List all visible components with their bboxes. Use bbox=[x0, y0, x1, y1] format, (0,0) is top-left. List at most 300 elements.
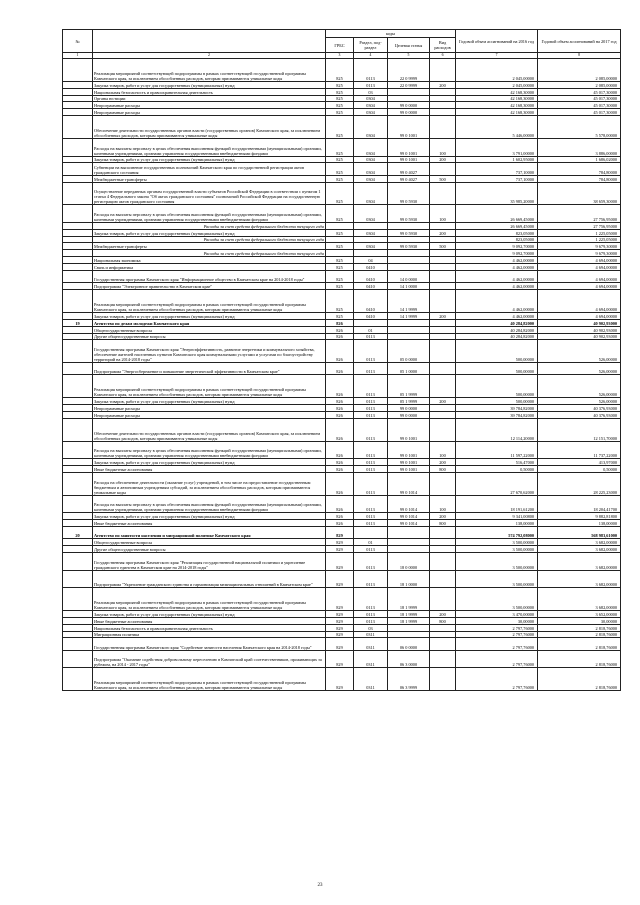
row-number bbox=[63, 222, 93, 229]
row-name: Государственная программа Камчатского края "Энергоэффективность, развитие энергетики и коммунального хозяйства, обеспечение жителей населенных пунктов Камчатского края коммунальными услугами и услугами по благоустройству территорий на 2014-2018 годы" bbox=[93, 340, 326, 363]
row-exptype: 800 bbox=[430, 617, 456, 624]
table-row bbox=[63, 182, 621, 205]
row-name: Национальная безопасность и правоохранительная деятельность bbox=[93, 624, 326, 631]
row-value-2017: 18 204,41700 bbox=[538, 495, 621, 513]
row-value-2017: 5 578,00000 bbox=[538, 116, 621, 139]
row-value-2016: 12 114,20000 bbox=[456, 418, 538, 441]
row-name: Подпрограмма "Укрепление гражданского единства и гармонизация межнациональных отношений в Камчатском крае" bbox=[93, 570, 326, 588]
row-name: Закупка товаров, работ и услуг для государственных (муниципальных) нужд bbox=[93, 312, 326, 319]
row-value-2016: 2 797,76000 bbox=[456, 631, 538, 638]
row-name: Закупка товаров, работ и услуг для государственных (муниципальных) нужд bbox=[93, 459, 326, 466]
row-section: 0113 bbox=[354, 418, 388, 441]
row-name: Закупка товаров, работ и услуг для государственных (муниципальных) нужд bbox=[93, 513, 326, 520]
row-target bbox=[388, 539, 430, 546]
row-exptype bbox=[430, 418, 456, 441]
row-value-2017: 2 085,00000 bbox=[538, 81, 621, 88]
row-grbs: 825 bbox=[326, 88, 354, 95]
table-row bbox=[63, 236, 621, 243]
colnum: 5 bbox=[388, 53, 430, 59]
row-value-2016: 737,10000 bbox=[456, 175, 538, 182]
row-exptype bbox=[430, 95, 456, 102]
row-value-2017: 27 756,95000 bbox=[538, 222, 621, 229]
table-body bbox=[63, 59, 621, 691]
row-name: Другие общегосударственные вопросы bbox=[93, 333, 326, 340]
table-row bbox=[63, 527, 621, 539]
header-2017: Годовой объем ассигнований на 2017 год bbox=[538, 30, 621, 53]
row-target: 99 0 1014 bbox=[388, 520, 430, 527]
budget-table-sheet bbox=[62, 29, 620, 691]
row-section: 0113 bbox=[354, 520, 388, 527]
row-target: 99 0 1014 bbox=[388, 513, 430, 520]
row-value-2016: 40 284,82000 bbox=[456, 319, 538, 326]
table-row bbox=[63, 412, 621, 419]
row-value-2016: 823,05000 bbox=[456, 236, 538, 243]
row-section: 0113 bbox=[354, 441, 388, 459]
row-exptype bbox=[430, 333, 456, 340]
row-exptype: 100 bbox=[430, 205, 456, 223]
table-row bbox=[63, 102, 621, 109]
row-name: Общегосударственные вопросы bbox=[93, 326, 326, 333]
row-number bbox=[63, 81, 93, 88]
row-number bbox=[63, 236, 93, 243]
row-number bbox=[63, 139, 93, 157]
row-value-2017: 9 679,30000 bbox=[538, 243, 621, 250]
row-grbs: 829 bbox=[326, 539, 354, 546]
table-row bbox=[63, 250, 621, 257]
row-value-2017: 4 694,00000 bbox=[538, 271, 621, 283]
row-value-2016: 500,00000 bbox=[456, 340, 538, 363]
row-target: 99 0 5930 bbox=[388, 229, 430, 236]
row-exptype bbox=[430, 59, 456, 82]
row-name: Связь и информатика bbox=[93, 264, 326, 271]
table-row bbox=[63, 405, 621, 412]
row-number bbox=[63, 102, 93, 109]
row-value-2017: 4 694,00000 bbox=[538, 290, 621, 313]
row-number bbox=[63, 405, 93, 412]
row-target: 22 0 9999 bbox=[388, 59, 430, 82]
row-target: 99 0 5930 bbox=[388, 182, 430, 205]
row-exptype: 500 bbox=[430, 175, 456, 182]
row-name: Национальная безопасность и правоохранительная деятельность bbox=[93, 88, 326, 95]
row-value-2017: 27 756,95000 bbox=[538, 205, 621, 223]
row-section bbox=[354, 319, 388, 326]
table-row bbox=[63, 539, 621, 546]
table-row bbox=[63, 398, 621, 405]
table-row bbox=[63, 139, 621, 157]
row-grbs: 825 bbox=[326, 116, 354, 139]
row-grbs: 825 bbox=[326, 312, 354, 319]
row-target: 06 3 9999 bbox=[388, 668, 430, 691]
row-name: Другие общегосударственные вопросы bbox=[93, 546, 326, 553]
table-row bbox=[63, 312, 621, 319]
row-section: 0113 bbox=[354, 513, 388, 520]
row-exptype bbox=[430, 631, 456, 638]
row-number bbox=[63, 441, 93, 459]
header-section: Раздел, под-раздел bbox=[354, 38, 388, 53]
row-name: Подпрограмма "Энергосбережение и повышение энергетической эффективности в Камчатском крае" bbox=[93, 363, 326, 375]
row-exptype bbox=[430, 290, 456, 313]
row-grbs: 826 bbox=[326, 466, 354, 473]
row-exptype bbox=[430, 271, 456, 283]
row-grbs: 826 bbox=[326, 412, 354, 419]
row-value-2017: 1 686,02000 bbox=[538, 156, 621, 163]
row-grbs: 829 bbox=[326, 570, 354, 588]
row-value-2017: 784,80000 bbox=[538, 163, 621, 175]
row-section: 0113 bbox=[354, 588, 388, 611]
budget-table bbox=[62, 29, 621, 691]
row-section: 0113 bbox=[354, 59, 388, 82]
row-grbs bbox=[326, 250, 354, 257]
row-section: 0113 bbox=[354, 546, 388, 553]
table-row bbox=[63, 473, 621, 496]
table-row bbox=[63, 631, 621, 638]
row-exptype bbox=[430, 546, 456, 553]
row-target bbox=[388, 88, 430, 95]
row-target: 99 0 1014 bbox=[388, 473, 430, 496]
table-row bbox=[63, 520, 621, 527]
row-number bbox=[63, 539, 93, 546]
row-value-2017: 40 902,93000 bbox=[538, 326, 621, 333]
row-exptype bbox=[430, 375, 456, 398]
row-value-2016: 9 092,70000 bbox=[456, 250, 538, 257]
row-grbs: 829 bbox=[326, 638, 354, 650]
header-2016: Годовой объем ассигнований на 2016 год bbox=[456, 30, 538, 53]
row-grbs: 825 bbox=[326, 163, 354, 175]
row-value-2017: 45 017,30000 bbox=[538, 88, 621, 95]
row-value-2016: 42 168,30000 bbox=[456, 88, 538, 95]
row-grbs: 826 bbox=[326, 459, 354, 466]
row-value-2017: 4 694,00000 bbox=[538, 264, 621, 271]
row-value-2016: 3 500,00000 bbox=[456, 570, 538, 588]
row-number bbox=[63, 638, 93, 650]
row-name: Межбюджетные трансферты bbox=[93, 175, 326, 182]
row-exptype: 200 bbox=[430, 229, 456, 236]
row-exptype bbox=[430, 102, 456, 109]
row-value-2017: 2 818,76000 bbox=[538, 624, 621, 631]
row-name: Расходы на выплаты персоналу в целях обеспечения выполнения функций государственными (муниципальными) органами, казенными учреждениями, органами управления государственными внебюджетными фондами bbox=[93, 495, 326, 513]
table-row bbox=[63, 513, 621, 520]
row-value-2016: 3 500,00000 bbox=[456, 588, 538, 611]
row-number bbox=[63, 466, 93, 473]
row-grbs: 829 bbox=[326, 553, 354, 571]
row-number bbox=[63, 243, 93, 250]
row-value-2016: 5 446,00000 bbox=[456, 116, 538, 139]
row-section: 0113 bbox=[354, 610, 388, 617]
row-target: 99 0 0000 bbox=[388, 109, 430, 116]
row-section: 03 bbox=[354, 88, 388, 95]
row-name: Расходы за счет средств федерального бюджета текущего года bbox=[93, 250, 326, 257]
colnum: 4 bbox=[354, 53, 388, 59]
row-section: 0113 bbox=[354, 459, 388, 466]
row-value-2017: 3 682,00000 bbox=[538, 539, 621, 546]
table-row bbox=[63, 340, 621, 363]
row-value-2017: 526,00000 bbox=[538, 375, 621, 398]
row-section: 0304 bbox=[354, 205, 388, 223]
row-number bbox=[63, 250, 93, 257]
row-grbs bbox=[326, 236, 354, 243]
row-name: Обеспечение деятельности государственных органов власти (государственных органов) Камчатского края, за исключением обособленных расходов, которым присваиваются уникальные коды bbox=[93, 116, 326, 139]
row-exptype: 100 bbox=[430, 441, 456, 459]
row-name: Обеспечение деятельности государственных органов власти (государственных органов) Камчатского края, за исключением обособленных расходов, которым присваиваются уникальные коды bbox=[93, 418, 326, 441]
table-row bbox=[63, 81, 621, 88]
row-value-2017: 3 682,00000 bbox=[538, 546, 621, 553]
table-row bbox=[63, 229, 621, 236]
row-grbs: 825 bbox=[326, 156, 354, 163]
row-section bbox=[354, 250, 388, 257]
row-value-2016: 30,00000 bbox=[456, 617, 538, 624]
row-target: 14 0 0000 bbox=[388, 271, 430, 283]
row-value-2016: 500,00000 bbox=[456, 398, 538, 405]
table-row bbox=[63, 668, 621, 691]
table-row bbox=[63, 290, 621, 313]
row-number bbox=[63, 283, 93, 290]
row-value-2016: 35 985,20000 bbox=[456, 182, 538, 205]
table-row bbox=[63, 243, 621, 250]
row-section: 0113 bbox=[354, 333, 388, 340]
row-section: 0304 bbox=[354, 102, 388, 109]
row-exptype bbox=[430, 182, 456, 205]
row-value-2017: 526,00000 bbox=[538, 398, 621, 405]
row-grbs: 829 bbox=[326, 617, 354, 624]
table-row bbox=[63, 271, 621, 283]
table-row bbox=[63, 617, 621, 624]
row-name: Закупка товаров, работ и услуг для государственных (муниципальных) нужд bbox=[93, 229, 326, 236]
row-value-2016: 4 462,00000 bbox=[456, 312, 538, 319]
row-section: 0113 bbox=[354, 81, 388, 88]
row-grbs: 825 bbox=[326, 95, 354, 102]
row-grbs: 825 bbox=[326, 59, 354, 82]
colnum: 8 bbox=[538, 53, 621, 59]
row-section: 0304 bbox=[354, 175, 388, 182]
row-number bbox=[63, 546, 93, 553]
row-target: 99 0 1001 bbox=[388, 441, 430, 459]
row-number bbox=[63, 271, 93, 283]
row-target: 99 0 0000 bbox=[388, 405, 430, 412]
row-value-2016: 42 168,30000 bbox=[456, 109, 538, 116]
row-name: Реализация мероприятий соответствующей подпрограммы в рамках соответствующей государственной программы Камчатского края, за исключением обособленных расходов, которым присваиваются уникальные коды bbox=[93, 668, 326, 691]
table-row bbox=[63, 257, 621, 264]
row-value-2017: 40 376,93000 bbox=[538, 405, 621, 412]
row-value-2017: 9 679,30000 bbox=[538, 250, 621, 257]
colnum: 3 bbox=[326, 53, 354, 59]
row-grbs: 826 bbox=[326, 520, 354, 527]
row-exptype bbox=[430, 588, 456, 611]
row-section: 0311 bbox=[354, 650, 388, 668]
row-name: Расходы на обеспечение деятельности (оказание услуг) учреждений, в том числе на предоставление государственным бюджетным и автономным учреждениям субсидий, за исключением обособленных расходов, которым присваиваются уникальные коды bbox=[93, 473, 326, 496]
row-section: 0304 bbox=[354, 156, 388, 163]
table-row bbox=[63, 222, 621, 229]
row-grbs: 825 bbox=[326, 229, 354, 236]
row-value-2016: 3 470,00000 bbox=[456, 610, 538, 617]
row-section: 03 bbox=[354, 624, 388, 631]
row-value-2017: 45 017,30000 bbox=[538, 102, 621, 109]
row-number bbox=[63, 588, 93, 611]
row-grbs: 825 bbox=[326, 283, 354, 290]
row-exptype bbox=[430, 638, 456, 650]
row-value-2017: 4 694,00000 bbox=[538, 283, 621, 290]
row-value-2017: 3 682,00000 bbox=[538, 588, 621, 611]
row-section: 0304 bbox=[354, 243, 388, 250]
row-name: Непрограммные расходы bbox=[93, 405, 326, 412]
row-target bbox=[388, 236, 430, 243]
row-value-2016: 3 500,00000 bbox=[456, 553, 538, 571]
header-grbs: ГРБС bbox=[326, 38, 354, 53]
row-name: Органы юстиции bbox=[93, 95, 326, 102]
row-section: 0304 bbox=[354, 163, 388, 175]
row-name: Агентство по делам молодежи Камчатского края bbox=[93, 319, 326, 326]
table-row bbox=[63, 638, 621, 650]
row-value-2017: 2 818,76000 bbox=[538, 631, 621, 638]
table-row bbox=[63, 156, 621, 163]
row-number bbox=[63, 229, 93, 236]
row-value-2017: 526,00000 bbox=[538, 340, 621, 363]
row-value-2017: 1 225,05000 bbox=[538, 236, 621, 243]
row-name: Непрограммные расходы bbox=[93, 109, 326, 116]
row-name: Непрограммные расходы bbox=[93, 412, 326, 419]
row-grbs: 829 bbox=[326, 631, 354, 638]
row-number bbox=[63, 312, 93, 319]
row-value-2017: 40 902,93000 bbox=[538, 333, 621, 340]
table-row bbox=[63, 333, 621, 340]
row-value-2016: 26 669,45000 bbox=[456, 205, 538, 223]
table-row bbox=[63, 546, 621, 553]
row-exptype bbox=[430, 257, 456, 264]
row-exptype bbox=[430, 283, 456, 290]
header-no: № bbox=[63, 30, 93, 53]
row-name: Государственная программа Камчатского края "Информационное общество в Камчатском крае на 2014-2018 годы" bbox=[93, 271, 326, 283]
row-target: 05 1 9999 bbox=[388, 398, 430, 405]
row-value-2016: 3 500,00000 bbox=[456, 539, 538, 546]
row-exptype bbox=[430, 319, 456, 326]
row-grbs: 829 bbox=[326, 610, 354, 617]
row-value-2017: 2 818,76000 bbox=[538, 668, 621, 691]
row-grbs: 826 bbox=[326, 405, 354, 412]
row-target: 06 3 0000 bbox=[388, 650, 430, 668]
row-target: 99 0 0000 bbox=[388, 102, 430, 109]
table-row bbox=[63, 163, 621, 175]
row-section: 0113 bbox=[354, 340, 388, 363]
row-target bbox=[388, 95, 430, 102]
row-section: 0113 bbox=[354, 466, 388, 473]
table-row bbox=[63, 650, 621, 668]
row-grbs: 826 bbox=[326, 473, 354, 496]
row-grbs: 826 bbox=[326, 363, 354, 375]
row-exptype: 200 bbox=[430, 398, 456, 405]
row-number bbox=[63, 95, 93, 102]
row-number bbox=[63, 495, 93, 513]
table-row bbox=[63, 624, 621, 631]
row-number bbox=[63, 459, 93, 466]
row-name: Реализация мероприятий соответствующей подпрограммы в рамках соответствующей государственной программы Камчатского края, за исключением обособленных расходов, которым присваиваются уникальные коды bbox=[93, 375, 326, 398]
row-grbs: 829 bbox=[326, 588, 354, 611]
row-value-2016: 1 602,95000 bbox=[456, 156, 538, 163]
header-target: Целевая статья bbox=[388, 38, 430, 53]
table-row bbox=[63, 363, 621, 375]
table-row bbox=[63, 175, 621, 182]
row-target: 99 0 5930 bbox=[388, 205, 430, 223]
row-name: Расходы за счет средств федерального бюджета текущего года bbox=[93, 236, 326, 243]
row-value-2016: 823,05000 bbox=[456, 229, 538, 236]
row-value-2017: 3 652,00000 bbox=[538, 610, 621, 617]
row-value-2017: 3 886,00000 bbox=[538, 139, 621, 157]
row-target bbox=[388, 319, 430, 326]
row-value-2017: 2 085,00000 bbox=[538, 59, 621, 82]
row-value-2017: 4 694,00000 bbox=[538, 312, 621, 319]
table-row bbox=[63, 441, 621, 459]
row-value-2016: 27 670,62000 bbox=[456, 473, 538, 496]
row-target: 99 0 1001 bbox=[388, 418, 430, 441]
row-exptype bbox=[430, 527, 456, 539]
row-number bbox=[63, 473, 93, 496]
row-number bbox=[63, 205, 93, 223]
row-value-2017: 30,00000 bbox=[538, 617, 621, 624]
row-target: 99 0 1001 bbox=[388, 459, 430, 466]
row-section: 0410 bbox=[354, 312, 388, 319]
row-section: 0113 bbox=[354, 363, 388, 375]
table-row bbox=[63, 375, 621, 398]
row-value-2016: 4 462,00000 bbox=[456, 257, 538, 264]
row-target: 05 1 0000 bbox=[388, 363, 430, 375]
row-target bbox=[388, 546, 430, 553]
row-value-2016: 0,50000 bbox=[456, 466, 538, 473]
table-row bbox=[63, 610, 621, 617]
row-value-2016: 39 784,82000 bbox=[456, 405, 538, 412]
row-exptype bbox=[430, 412, 456, 419]
row-number bbox=[63, 610, 93, 617]
row-number bbox=[63, 668, 93, 691]
row-target bbox=[388, 527, 430, 539]
row-section: 04 bbox=[354, 257, 388, 264]
table-row bbox=[63, 283, 621, 290]
row-name: Реализация мероприятий соответствующей подпрограммы в рамках соответствующей государственной программы Камчатского края, за исключением обособленных расходов, которым присваиваются уникальные коды bbox=[93, 59, 326, 82]
row-value-2017: 45 017,30000 bbox=[538, 109, 621, 116]
row-value-2016: 3 791,00000 bbox=[456, 139, 538, 157]
row-name: Иные бюджетные ассигнования bbox=[93, 617, 326, 624]
row-exptype bbox=[430, 250, 456, 257]
row-name: Подпрограмма "Электронное правительство в Камчатском крае" bbox=[93, 283, 326, 290]
row-value-2017: 2 818,76000 bbox=[538, 650, 621, 668]
table-row bbox=[63, 588, 621, 611]
row-target: 18 0 0000 bbox=[388, 553, 430, 571]
row-target: 99 0 4027 bbox=[388, 175, 430, 182]
row-target: 14 1 9999 bbox=[388, 290, 430, 313]
table-row bbox=[63, 95, 621, 102]
row-target: 99 0 5930 bbox=[388, 243, 430, 250]
row-section: 0304 bbox=[354, 95, 388, 102]
table-row bbox=[63, 326, 621, 333]
row-target: 99 0 4027 bbox=[388, 163, 430, 175]
row-section: 0311 bbox=[354, 631, 388, 638]
row-section bbox=[354, 527, 388, 539]
row-exptype bbox=[430, 405, 456, 412]
colnum: 1 bbox=[63, 53, 93, 59]
row-target bbox=[388, 222, 430, 229]
row-value-2016: 18 191,61200 bbox=[456, 495, 538, 513]
row-value-2017: 3 682,00000 bbox=[538, 553, 621, 571]
row-exptype bbox=[430, 553, 456, 571]
colnum: 6 bbox=[430, 53, 456, 59]
row-section: 0304 bbox=[354, 229, 388, 236]
row-name: Осуществление переданных органам государственной власти субъектов Российской Федерации в соответствии с пунктом 1 статьи 4 Федерального закона "Об актах гражданского состояния" полномочий Российской Федерации на государственную регистрацию актов гражданского состояния bbox=[93, 182, 326, 205]
row-target: 18 1 9999 bbox=[388, 610, 430, 617]
row-value-2017: 1 225,05000 bbox=[538, 229, 621, 236]
row-section: 0113 bbox=[354, 495, 388, 513]
row-name: Государственная программа Камчатского края "Содействие занятости населения Камчатского края на 2014-2018 годы" bbox=[93, 638, 326, 650]
row-section: 0113 bbox=[354, 405, 388, 412]
table-row bbox=[63, 116, 621, 139]
row-target: 18 1 0000 bbox=[388, 570, 430, 588]
row-number bbox=[63, 631, 93, 638]
